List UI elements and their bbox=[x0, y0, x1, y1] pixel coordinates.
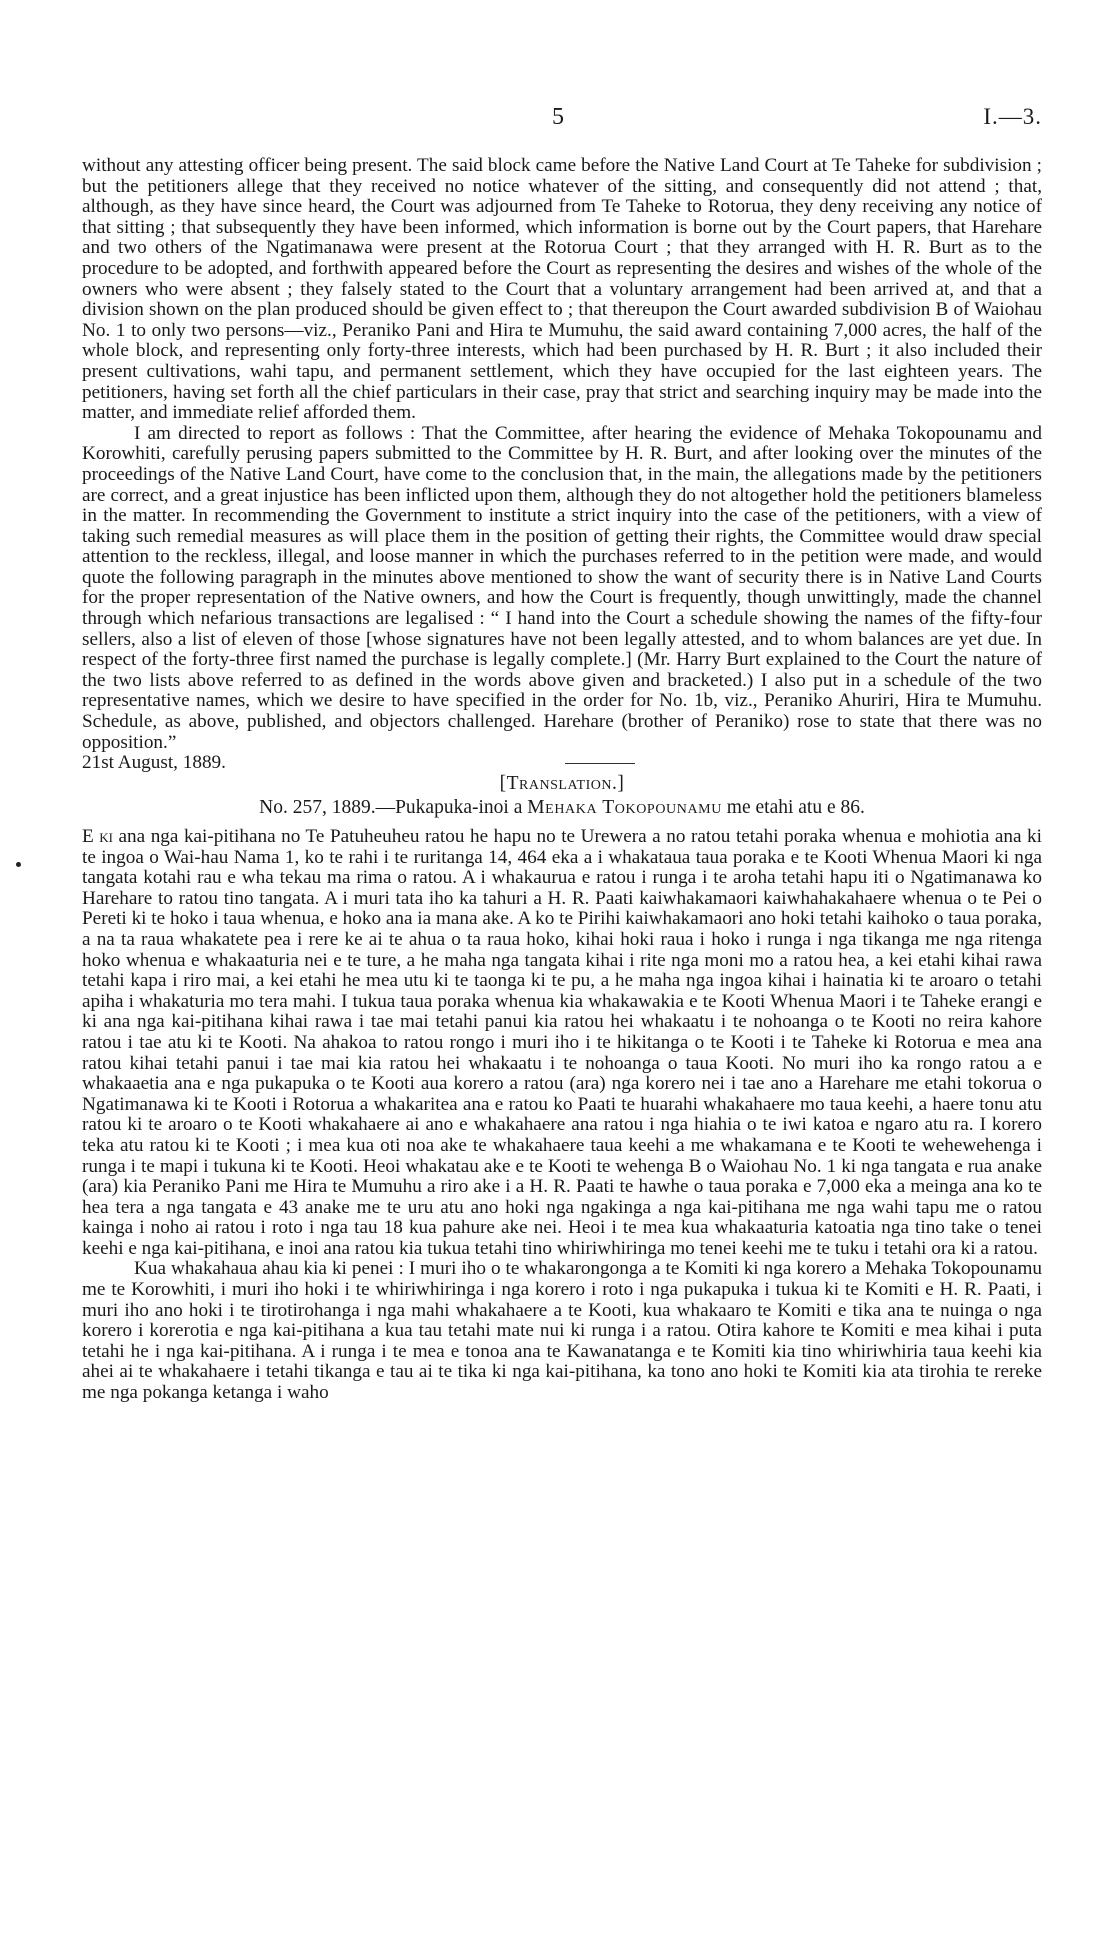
report-paragraph-committee: I am directed to report as follows : That the Committee, after hearing the evidence of Mehaka Tokopounamu and Korowhiti, carefully perusing papers submitted to the Committee by H. R. Burt, and after looking over the minutes of the proceedings of the Native Land Court, have come to the conclusion that, in the main, the allegations made by the petitioners are correct, and a great injustice has been inflicted upon them, although they do not altogether hold the petitioners blameless in the matter. In recommending the Government to institute a strict inquiry into the case of the petitioners, with a view of taking such remedial measures as will place them in the position of getting their rights, the Committee would draw special attention to the reckless, illegal, and loose manner in which the purchases referred to in the petition were made, and would quote the following paragraph in the minutes above mentioned to show the want of security there is in Native Land Courts for the proper representation of the Native owners, and how the Court is frequently, though unwittingly, made the channel through which nefarious transactions are legalised : “ I hand into the Court a schedule showing the names of the fifty-four sellers, also a list of eleven of those [whose signatures have not been legally attested, and to whom balances are yet due. In respect of the forty-three first named the purchase is legally complete.] (Mr. Harry Burt explained to the Court the nature of the two lists above referred to as defined in the words above given and bracketed.) I also put in a schedule of the two representative names, which we desire to have specified in the order for No. 1b, viz., Peraniko Ahuriri, Hira te Mumuhu. Schedule, as above, published, and objectors challenged. Harehare (brother of Peraniko) rose to state that there was no opposition.” bbox=[82, 422, 1042, 753]
margin-mark bbox=[16, 862, 21, 867]
petition-title-prefix: No. 257, 1889.—Pukapuka-inoi a bbox=[259, 797, 528, 819]
petition-title-suffix: me etahi atu e 86. bbox=[721, 797, 865, 819]
petitioner-name: Mehaka Tokopounamu bbox=[527, 797, 722, 819]
translation-paragraph-committee: Kua whakahaua ahau kia ki penei : I muri iho o te whakarongonga a te Komiti ki nga korero a Mehaka Tokopounamu me te Korowhiti, i muri iho hoki i te whiriwhiringa i nga korero i roto i nga pukapuka i tukua ki te Komiti e H. R. Paati, i muri iho ano hoki i te tirotirohanga i nga mahi whakahaere a te Kooti, kua whakaaro te Komiti e tika ana te nuinga o nga korero i korerotia e nga kai-pitihana a kua tau tetahi mate nui ki runga i a ratou. Otira kahore te Komiti e mea kihai i puta tetahi he i nga kai-pitihana. A i runga i te mea e tonoa ana te Kawanatanga e te Komiti kia tino whiriwhiria taua keehi kia ahei ai te whakahaere i tetahi tikanga e tau ai te tika ki nga kai-pitihana, ka tono ano hoki te Komiti kia ata tirohia te rereke me nga pokanga ketanga i waho bbox=[82, 1258, 1042, 1404]
translation-heading: [Translation.] bbox=[499, 772, 625, 794]
translation-paragraph-petition-text: ana nga kai-pitihana no Te Patuheuheu ratou he hapu no te Urewera a no ratou tetahi poraka whenua e mohiotia ana ki te ingoa o Wai-hau Nama 1, ko te rahi i te ruritanga 14, 464 eka a i whakataua taua poraka e te Kooti Whenua Maori ki nga tangata kotahi rau e wha tekau ma rima o ratou. A i whakaurua e ratou i runga i te aroha tetahi hapu iti o Ngatimanawa ko Harehare to ratou tino tangata. A i muri tata iho ka tahuri a H. R. Paati kaiwhakamaori kaiwhahakahaere whenua o te Pei o Pereti ki te hoko i taua whenua, e hoko ana ia mana ake. A ko te Pirihi kaiwhakamaori ano hoki tetahi kaihoko o taua poraka, a na ta raua whakatete pea i rere ke ai te ahua o ta raua hoko, kihai hoki raua i hoko i runga i nga tikanga me nga ritenga hoko whenua e whakaaturia nei e te ture, a he maha nga tangata kihai i rite nga moni mo a ratou hea, a kei etahi kihai rawa tetahi kapa i riro mai, a kei etahi he mea utu ki te taonga ki te pu, a he maha nga ingoa kihai i hainatia ki te aroaro o tetahi apiha i whakaturia mo tera mahi. I tukua taua poraka whenua kia whakawakia e te Kooti Whenua Maori i te Taheke erangi e ki ana nga kai-pitihana kihai rawa i tae mai tetahi panui kia ratou hei whakaatu i te nohoanga o te Kooti no reira kahore ratou i tae atu ki te Kooti. Na ahakoa to ratou rongo i muri iho i te hikitanga o te Kooti i te Taheke ki Rotorua e mea ana ratou kihai tetahi panui i tae mai kia ratou hei whakaatu i te nohoanga o taua Kooti. No muri iho ka rongo ratou a e whakaaetia ana e nga pukapuka o te Kooti aua korero a ratou (ara) nga korero nei i tae ano a Harehare me etahi tokorua o Ngatimanawa ki te Kooti i Rotorua a whakaritea ana e ratou ko Paati te huarahi whakahaere mo taua keehi, a haere tonu atu ratou ki te aroaro o te Kooti whakahaere ai ano e whakahaere ana ratou i nga hiahia o te iwi katoa e ngaro atu ra. I korero teka atu ratou ki te Kooti ; i mea kua oti noa ake te whakahaere taua keehi a me whakamana e te Kooti te wehewehenga i runga i te mapi i tukuna ki te Kooti. Heoi whakatau ake e te Kooti te wehenga B o Waiohau No. 1 ki nga tangata e rua anake (ara) kia Peraniko Pani me Hira te Mumuhu a riro ake i a H. R. Paati te hawhe o taua poraka e 7,000 eka a meinga ana ko te hea tera a nga tangata e 43 anake me te uru atu ano hoki nga ngakinga a nga kai-pitihana me nga wahi tapu me o ratou kainga i noho ai ratou i roto i nga tau 18 kua pahure ake nei. Heoi i te mea kua whakaaturia katoatia nga tino take o tenei keehi e nga kai-pitihana, e inoi ana ratou kia tukua tetahi tino whiriwhiringa mo tenei keehi me te tuku i tetahi ora ki a ratou. bbox=[82, 826, 1042, 1259]
document-body bbox=[82, 156, 1042, 1404]
drop-initial: E ki bbox=[82, 826, 113, 847]
parliamentary-paper-reference: I.—3. bbox=[983, 104, 1042, 129]
translation-paragraph-petition bbox=[82, 827, 1042, 1259]
report-paragraph-continued: without any attesting officer being present. The said block came before the Native Land Court at Te Taheke for subdivision ; but the petitioners allege that they received no notice whatever of the sitting, and consequently did not attend ; that, although, as they have since heard, the Court was adjourned from Te Taheke to Rotorua, they deny receiving any notice of that sitting ; that subsequently they have been informed, which information is borne out by the Court papers, that Harehare and two others of the Ngatimanawa were present at the Rotorua Court ; that they arranged with H. R. Burt as to the procedure to be adopted, and forthwith appeared before the Court as representing the desires and wishes of the whole of the owners who were absent ; they falsely stated to the Court that a voluntary arrangement had been arrived at, and that a division shown on the plan produced should be given effect to ; that thereupon the Court awarded subdivision B of Waiohau No. 1 to only two persons—viz., Peraniko Pani and Hira te Mumuhu, the said award containing 7,000 acres, the half of the whole block, and representing only forty-three interests, which had been purchased by H. R. Burt ; it also included their present cultivations, wahi tapu, and permanent settlement, which they have occupied for the last eighteen years. The petitioners, having set forth all the chief particulars in their case, pray that strict and searching inquiry may be made into the matter, and immediate relief afforded them. bbox=[82, 155, 1042, 424]
page-number: 5 bbox=[552, 104, 564, 130]
section-divider bbox=[565, 763, 635, 764]
page-header bbox=[0, 104, 1114, 134]
petition-title bbox=[82, 798, 1042, 819]
report-date: 21st August, 1889. bbox=[82, 752, 226, 774]
